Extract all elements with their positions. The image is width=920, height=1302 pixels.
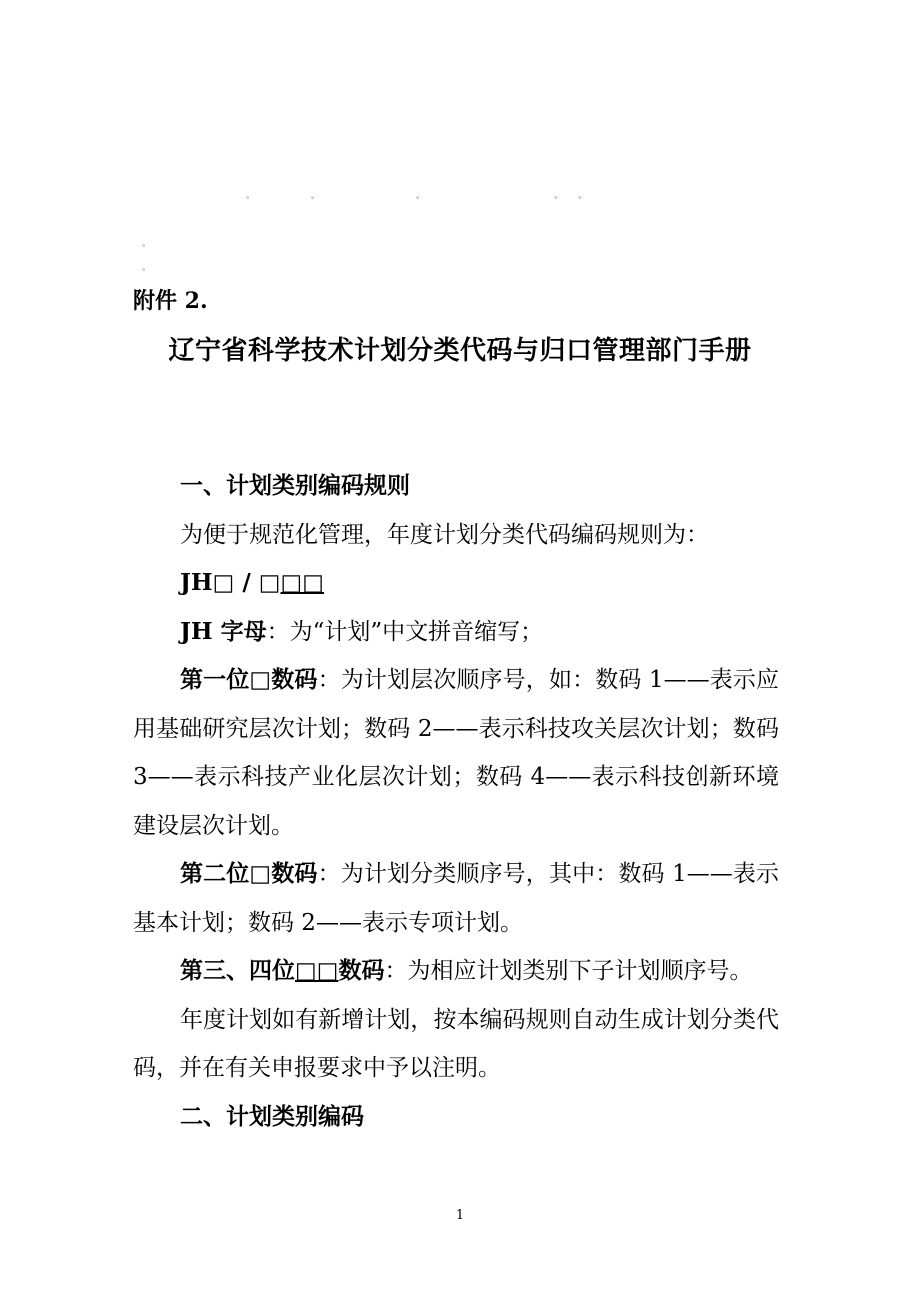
paragraph-label: 第三、四位: [180, 957, 295, 984]
paragraph: [133, 850, 779, 947]
stray-mark: 。: [578, 191, 588, 201]
paragraph: [133, 947, 779, 996]
paragraph: [133, 656, 779, 850]
attachment-label: 附件 2.: [133, 288, 208, 314]
paragraph: 为便于规范化管理，年度计划分类代码编码规则为：: [180, 521, 709, 548]
stray-mark: 。: [416, 191, 426, 201]
paragraph-text: ：为计划层次顺序号，如：数码 1——表示应用基础研究层次计划；数码 2——表示科技攻关层次计划；数码 3——表示科技产业化层次计划；数码 4——表示科技创新环境建设层次计划。: [133, 667, 779, 839]
paragraph-label: 第一位□数码: [180, 666, 318, 693]
code-prefix: JH□ / □: [180, 569, 281, 596]
paragraph-text: ：为计划分类顺序号，其中：数码 1——表示基本计划；数码 2——表示专项计划。: [133, 861, 779, 936]
stray-mark: 。: [142, 263, 152, 273]
paragraph-label: JH 字母: [180, 617, 267, 645]
document-title: 辽宁省科学技术计划分类代码与归口管理部门手册: [168, 336, 752, 366]
stray-mark: 。: [246, 191, 256, 201]
paragraph-label: 第二位□数码: [180, 860, 318, 887]
section-heading: [133, 1093, 779, 1142]
paragraph-text: ：为相应计划类别下子计划顺序号。: [384, 958, 753, 984]
stray-mark: 。: [311, 191, 321, 201]
section-heading: [133, 462, 779, 511]
paragraph: 年度计划如有新增计划，按本编码规则自动生成计划分类代码，并在有关申报要求中予以注明。: [133, 1006, 779, 1081]
stray-mark: 。: [142, 239, 152, 249]
heading-text: 二、计划类别编码: [180, 1102, 364, 1130]
heading-text: 一、计划类别编码规则: [180, 472, 410, 499]
paragraph-text: ：为“计划”中文拼音缩写；: [266, 618, 544, 645]
code-suffix: □□: [280, 570, 324, 596]
stray-mark: 。: [554, 191, 564, 201]
paragraph-label: 数码: [338, 957, 385, 984]
paragraph: [133, 608, 779, 657]
code-format: [133, 559, 779, 608]
page-number: 1: [455, 1208, 465, 1223]
document-body: [133, 462, 779, 1141]
paragraph-label: □□: [295, 957, 339, 984]
